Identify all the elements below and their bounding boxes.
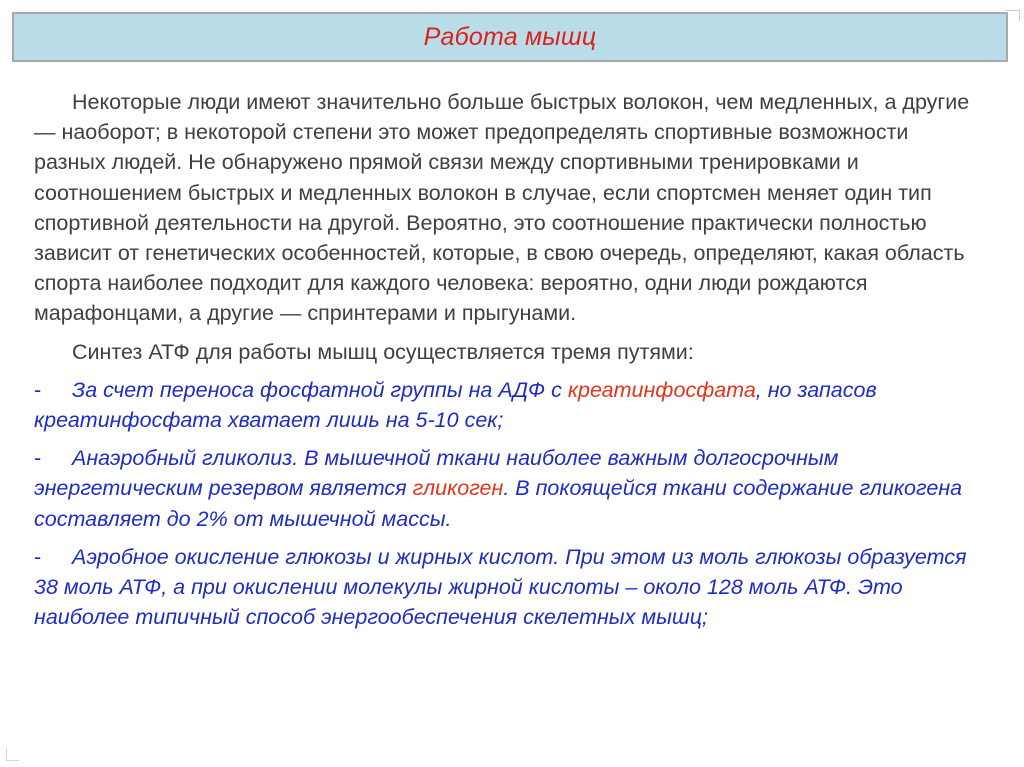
paragraph-main: Некоторые люди имеют значительно больше быстрых волокон, чем медленных, а другие — наоборот; в некоторой степени это может предопределять спортивные возможности разных людей. Не обнаружено прямой связи между спортивными тренировками и соотношением быстрых и медленных волокон в случае, если спортсмен меняет один тип спортивной деятельности на другой. Вероятно, это соотношение практически полностью зависит от генетических особенностей, которые, в свою очередь, определяют, какая область спорта наиболее подходит для каждого человека: вероятно, одни люди рождаются марафонцами, а другие — спринтерами и прыгунами. xyxy=(34,90,970,326)
highlight-glycogen: гликоген xyxy=(412,476,504,501)
list-item-text-after: , но запасов креатинфосфата хватает лишь на 5-10 сек; xyxy=(34,377,877,433)
highlight-creatine-phosphate: креатинфосфата xyxy=(567,377,756,402)
list-item-text-before: Анаэробный гликолиз. В мышечной ткани наиболее важным долгосрочным энергетическим резервом является xyxy=(34,446,839,501)
list-item-text-after: . В покоящейся ткани содержание гликогена составляет до 2% от мышечной массы. xyxy=(34,476,963,531)
list-item-creatine-phosphate xyxy=(34,375,984,435)
list-item-aerobic-oxidation xyxy=(34,542,984,633)
list-dash: - xyxy=(34,446,42,471)
list-dash: - xyxy=(34,544,42,569)
slide-content xyxy=(34,87,984,632)
list-item-anaerobic-glycolysis xyxy=(34,443,984,534)
list-item-text: Аэробное окисление глюкозы и жирных кислот. При этом из моль глюкозы образуется 38 моль АТФ, а при окислении молекулы жирной кислоты – около 128 моль АТФ. Это наиболее типичный способ энергообеспечения скелетных мышц; xyxy=(34,544,967,630)
paragraph-intro: Синтез АТФ для работы мышц осуществляется тремя путями: xyxy=(72,339,694,364)
title-bar xyxy=(12,12,1008,62)
corner-decoration-bottom-left xyxy=(6,748,19,761)
list-dash: - xyxy=(34,377,42,402)
list-item-text-before: За счет переноса фосфатной группы на АДФ с xyxy=(72,377,568,402)
slide-title: Работа мышц xyxy=(423,22,597,51)
